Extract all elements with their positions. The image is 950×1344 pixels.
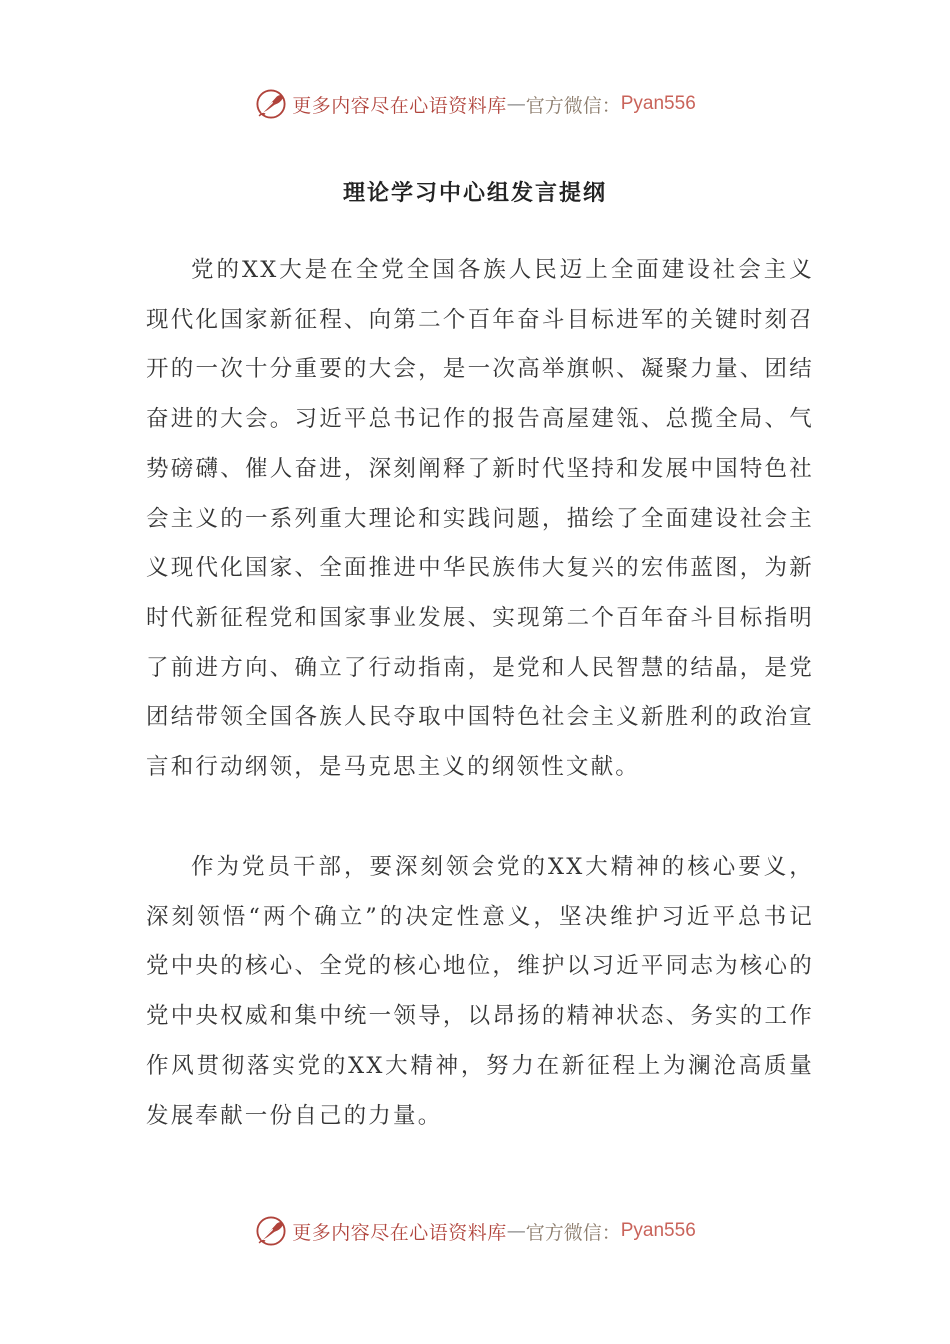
banner-wechat-label: 官方微信： — [525, 1221, 621, 1244]
banner-site-text: 更多内容尽在心语资料库 — [292, 1221, 507, 1244]
banner-wechat-id: Pyan556 — [620, 93, 696, 114]
banner-dash: — — [506, 93, 526, 115]
banner-site-text: 更多内容尽在心语资料库 — [292, 94, 507, 117]
paragraph-2: 作为党员干部，要深刻领会党的XX大精神的核心要义，深刻领悟“两个确立”的决定性意义，坚决维护习近平总书记党中央的核心、全党的核心地位，维护以习近平同志为核心的党中央权威和集中统一领导，以昂扬的精神状态、务实的工作作风贯彻落实党的XX大精神，努力在新征程上为澜沧高质量发展奉献一份自己的力量。 — [146, 854, 814, 1129]
banner-wechat-id: Pyan556 — [620, 1220, 696, 1241]
header-banner — [0, 84, 950, 124]
quill-logo-icon — [254, 1214, 288, 1248]
banner-dash: — — [506, 1220, 526, 1242]
document-title: 理论学习中心组发言提纲 — [342, 180, 607, 206]
paragraph-1: 党的XX大是在全党全国各族人民迈上全面建设社会主义现代化国家新征程、向第二个百年奋斗目标进军的关键时刻召开的一次十分重要的大会，是一次高举旗帜、凝聚力量、团结奋进的大会。习近平总书记作的报告高屋建瓴、总揽全局、气势磅礴、催人奋进，深刻阐释了新时代坚持和发展中国特色社会主义的一系列重大理论和实践问题，描绘了全面建设社会主义现代化国家、全面推进中华民族伟大复兴的宏伟蓝图，为新时代新征程党和国家事业发展、实现第二个百年奋斗目标指明了前进方向、确立了行动指南，是党和人民智慧的结晶，是党团结带领全国各族人民夺取中国特色社会主义新胜利的政治宣言和行动纲领，是马克思主义的纲领性文献。 — [146, 257, 814, 781]
quill-logo-icon — [254, 87, 288, 121]
banner-wechat-label: 官方微信： — [525, 94, 621, 117]
footer-banner — [0, 1211, 950, 1251]
